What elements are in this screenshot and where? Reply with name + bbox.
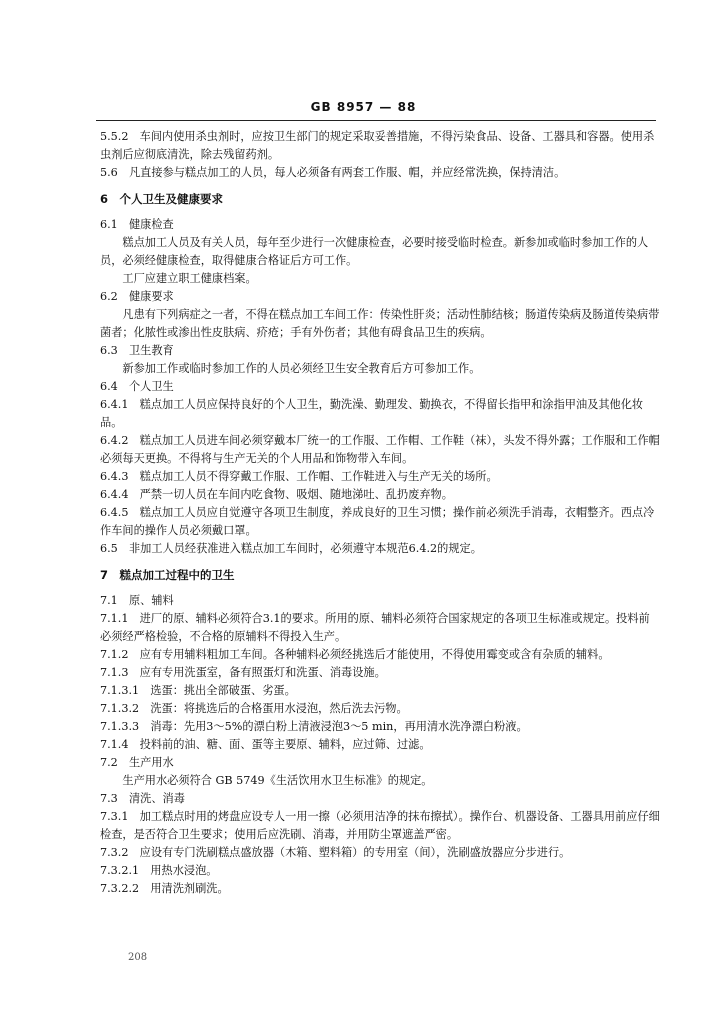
paragraph: 6.4 个人卫生 — [100, 380, 174, 393]
paragraph: 6.4.3 糕点加工人员不得穿戴工作服、工作帽、工作鞋进入与生产无关的场所。 — [100, 470, 498, 483]
section-gap — [100, 208, 660, 216]
section-heading: 6 个人卫生及健康要求 — [100, 192, 224, 206]
paragraph: 7.1.2 应有专用辅料粗加工车间。各种辅料必须经挑选后才能使用，不得使用霉变或含有杂质的辅料。 — [100, 648, 610, 661]
section-heading: 7 糕点加工过程中的卫生 — [100, 568, 235, 582]
paragraph: 7.3.2.2 用清洗剂刷洗。 — [100, 882, 229, 895]
header-rule — [96, 120, 656, 121]
section-gap — [100, 584, 660, 592]
paragraph: 7.1.3 应有专用洗蛋室，备有照蛋灯和洗蛋、消毒设施。 — [100, 666, 386, 679]
paragraph: 7.1.1 进厂的原、辅料必须符合3.1的要求。所用的原、辅料必须符合国家规定的各项卫生标准或规定。投料前必须经严格检验，不合格的原辅料不得投入生产。 — [100, 612, 650, 643]
paragraph: 糕点加工人员及有关人员，每年至少进行一次健康检查，必要时接受临时检查。新参加或临时参加工作的人员，必须经健康检查，取得健康合格证后方可工作。 — [100, 236, 649, 267]
document-body — [100, 128, 660, 898]
paragraph: 6.1 健康检查 — [100, 218, 174, 231]
paragraph: 7.3.2.1 用热水浸泡。 — [100, 864, 218, 877]
paragraph: 6.3 卫生教育 — [100, 344, 174, 357]
paragraph: 凡患有下列病症之一者，不得在糕点加工车间工作：传染性肝炎；活动性肺结核；肠道传染病及肠道传染病带菌者；化脓性或渗出性皮肤病、疥疮；手有外伤者；其他有碍食品卫生的疾病。 — [100, 308, 660, 339]
paragraph: 7.1.3.2 洗蛋：将挑选后的合格蛋用水浸泡，然后洗去污物。 — [100, 702, 408, 715]
paragraph: 7.1.3.3 消毒：先用3～5%的漂白粉上清液浸泡3～5 min，再用清水洗净漂白粉液。 — [100, 720, 528, 733]
paragraph: 5.5.2 车间内使用杀虫剂时，应按卫生部门的规定采取妥善措施，不得污染食品、设备、工器具和容器。使用杀虫剂后应彻底清洗，除去残留药剂。 — [100, 130, 655, 161]
paragraph: 6.2 健康要求 — [100, 290, 174, 303]
paragraph: 7.2 生产用水 — [100, 756, 174, 769]
paragraph: 7.3.1 加工糕点时用的烤盘应设专人一用一擦（必须用洁净的抹布擦拭）。操作台、机器设备、工器具用前应仔细检查，是否符合卫生要求；使用后应洗刷、消毒，并用防尘罩遮盖严密。 — [100, 810, 660, 841]
paragraph: 7.3 清洗、消毒 — [100, 792, 185, 805]
section-gap — [100, 558, 660, 566]
page-number: 208 — [128, 952, 148, 963]
paragraph: 6.4.1 糕点加工人员应保持良好的个人卫生，勤洗澡、勤理发、勤换衣，不得留长指甲和涂指甲油及其他化妆品。 — [100, 398, 644, 429]
section-gap — [100, 182, 660, 190]
standard-header: GB 8957 — 88 — [310, 100, 417, 114]
paragraph: 6.4.2 糕点加工人员进车间必须穿戴本厂统一的工作服、工作帽、工作鞋（袜），头发不得外露；工作服和工作帽必须每天更换。不得将与生产无关的个人用品和饰物带入车间。 — [100, 434, 660, 465]
paragraph: 7.1 原、辅料 — [100, 594, 174, 607]
paragraph: 工厂应建立职工健康档案。 — [122, 272, 257, 285]
paragraph: 生产用水必须符合 GB 5749《生活饮用水卫生标准》的规定。 — [122, 774, 433, 787]
paragraph: 6.4.5 糕点加工人员应自觉遵守各项卫生制度，养成良好的卫生习惯；操作前必须洗手消毒，衣帽整齐。西点冷作车间的操作人员必须戴口罩。 — [100, 506, 655, 537]
paragraph: 6.4.4 严禁一切人员在车间内吃食物、吸烟、随地涕吐、乱扔废弃物。 — [100, 488, 453, 501]
paragraph: 6.5 非加工人员经获准进入糕点加工车间时，必须遵守本规范6.4.2的规定。 — [100, 542, 482, 555]
paragraph: 5.6 凡直接参与糕点加工的人员，每人必须备有两套工作服、帽，并应经常洗换，保持清洁。 — [100, 166, 566, 179]
paragraph: 7.1.4 投料前的油、糖、面、蛋等主要原、辅料，应过筛、过滤。 — [100, 738, 431, 751]
paragraph: 新参加工作或临时参加工作的人员必须经卫生安全教育后方可参加工作。 — [122, 362, 481, 375]
paragraph: 7.1.3.1 选蛋：挑出全部破蛋、劣蛋。 — [100, 684, 296, 697]
paragraph: 7.3.2 应设有专门洗刷糕点盛放器（木箱、塑料箱）的专用室（间），洗刷盛放器应分步进行。 — [100, 846, 571, 859]
